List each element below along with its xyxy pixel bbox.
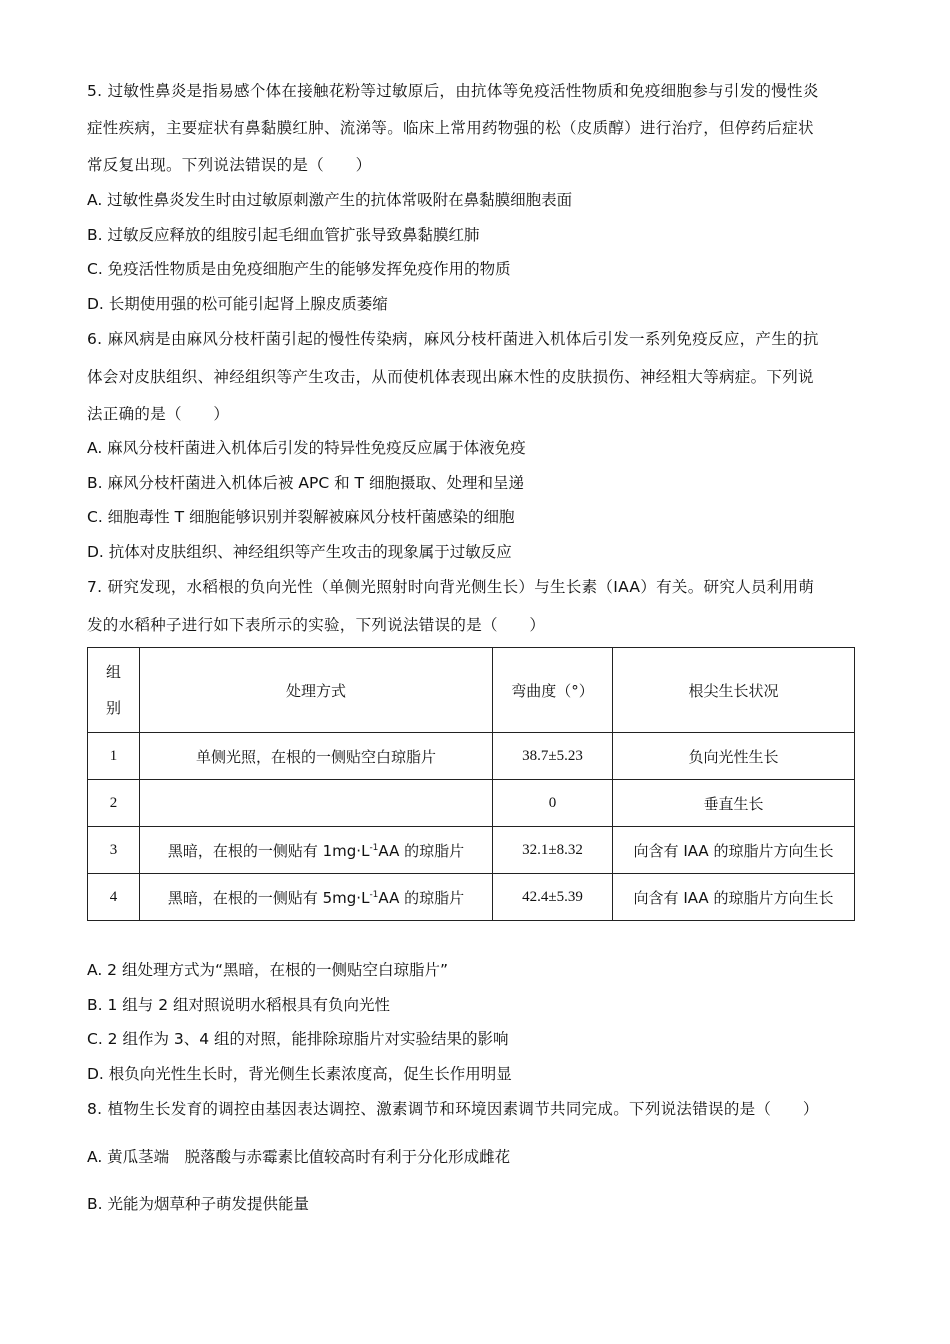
q6-option-c: C. 细胞毒性 T 细胞能够识别并裂解被麻风分枝杆菌感染的细胞 <box>87 508 515 526</box>
table-row <box>88 827 855 874</box>
header-group-char-1: 组 <box>105 663 121 681</box>
row-3-treatment-post: AA 的琼脂片 <box>378 841 465 860</box>
table-header-row <box>88 648 855 733</box>
row-4-treatment-post: AA 的琼脂片 <box>378 888 465 907</box>
row-3-group: 3 <box>88 827 140 874</box>
header-treatment: 处理方式 <box>140 648 493 733</box>
q6-stem-line-3: 法正确的是（ ） <box>87 405 230 423</box>
row-1-group: 1 <box>88 733 140 780</box>
table-row <box>88 874 855 921</box>
row-3-status: 向含有 IAA 的琼脂片方向生长 <box>613 827 855 874</box>
q7-option-c: C. 2 组作为 3、4 组的对照，能排除琼脂片对实验结果的影响 <box>87 1030 509 1048</box>
q5-stem-line-1: 5. 过敏性鼻炎是指易感个体在接触花粉等过敏原后，由抗体等免疫活性物质和免疫细胞参与引发的慢性炎 <box>87 82 819 100</box>
row-2-status: 垂直生长 <box>613 780 855 827</box>
row-2-treatment <box>140 780 493 827</box>
header-group-char-2: 别 <box>105 699 121 717</box>
q7-stem-line-2: 发的水稻种子进行如下表所示的实验，下列说法错误的是（ ） <box>87 616 546 634</box>
q6-option-a: A. 麻风分枝杆菌进入机体后引发的特异性免疫反应属于体液免疫 <box>87 439 526 457</box>
q8-stem-line-1: 8. 植物生长发育的调控由基因表达调控、激素调节和环境因素调节共同完成。下列说法错误的是（ ） <box>87 1100 819 1118</box>
q8-option-a: A. 黄瓜茎端 脱落酸与赤霉素比值较高时有利于分化形成雌花 <box>87 1148 511 1166</box>
row-3-treatment <box>140 827 493 874</box>
row-4-treatment <box>140 874 493 921</box>
q7-stem-line-1: 7. 研究发现，水稻根的负向光性（单侧光照射时向背光侧生长）与生长素（IAA）有关。研究人员利用萌 <box>87 578 815 596</box>
q6-stem-line-2: 体会对皮肤组织、神经组织等产生攻击，从而使机体表现出麻木性的皮肤损伤、神经粗大等病症。下列说 <box>87 368 814 386</box>
q6-stem-line-1: 6. 麻风病是由麻风分枝杆菌引起的慢性传染病，麻风分枝杆菌进入机体后引发一系列免疫反应，产生的抗 <box>87 330 819 348</box>
q7-option-b: B. 1 组与 2 组对照说明水稻根具有负向光性 <box>87 996 390 1014</box>
row-4-treatment-exponent: -1 <box>369 889 379 900</box>
table-row <box>88 780 855 827</box>
table-row <box>88 733 855 780</box>
q6-option-b: B. 麻风分枝杆菌进入机体后被 APC 和 T 细胞摄取、处理和呈递 <box>87 474 524 492</box>
experiment-table <box>87 647 855 921</box>
row-1-treatment: 单侧光照，在根的一侧贴空白琼脂片 <box>140 733 493 780</box>
row-2-curvature: 0 <box>493 780 613 827</box>
row-4-treatment-pre: 黑暗，在根的一侧贴有 5mg·L <box>167 888 370 907</box>
q5-option-d: D. 长期使用强的松可能引起肾上腺皮质萎缩 <box>87 295 388 313</box>
q5-option-b: B. 过敏反应释放的组胺引起毛细血管扩张导致鼻黏膜红肺 <box>87 226 480 244</box>
q5-stem-line-2: 症性疾病，主要症状有鼻黏膜红肿、流涕等。临床上常用药物强的松（皮质醇）进行治疗，但停药后症状 <box>87 119 814 137</box>
q7-option-a: A. 2 组处理方式为“黑暗，在根的一侧贴空白琼脂片” <box>87 961 449 979</box>
q7-option-d: D. 根负向光性生长时，背光侧生长素浓度高，促生长作用明显 <box>87 1065 512 1083</box>
header-status: 根尖生长状况 <box>613 648 855 733</box>
q5-option-a: A. 过敏性鼻炎发生时由过敏原刺激产生的抗体常吸附在鼻黏膜细胞表面 <box>87 191 573 209</box>
row-2-group: 2 <box>88 780 140 827</box>
q5-option-c: C. 免疫活性物质是由免疫细胞产生的能够发挥免疫作用的物质 <box>87 260 511 278</box>
row-3-treatment-pre: 黑暗，在根的一侧贴有 1mg·L <box>167 841 370 860</box>
q6-option-d: D. 抗体对皮肤组织、神经组织等产生攻击的现象属于过敏反应 <box>87 543 512 561</box>
row-4-curvature: 42.4±5.39 <box>493 874 613 921</box>
row-4-status: 向含有 IAA 的琼脂片方向生长 <box>613 874 855 921</box>
q5-stem-line-3: 常反复出现。下列说法错误的是（ ） <box>87 156 372 174</box>
row-1-status: 负向光性生长 <box>613 733 855 780</box>
q8-option-b: B. 光能为烟草种子萌发提供能量 <box>87 1195 309 1213</box>
row-4-group: 4 <box>88 874 140 921</box>
row-3-treatment-exponent: -1 <box>369 842 379 853</box>
header-curvature: 弯曲度（°） <box>493 648 613 733</box>
row-1-curvature: 38.7±5.23 <box>493 733 613 780</box>
row-3-curvature: 32.1±8.32 <box>493 827 613 874</box>
header-group <box>88 648 140 733</box>
